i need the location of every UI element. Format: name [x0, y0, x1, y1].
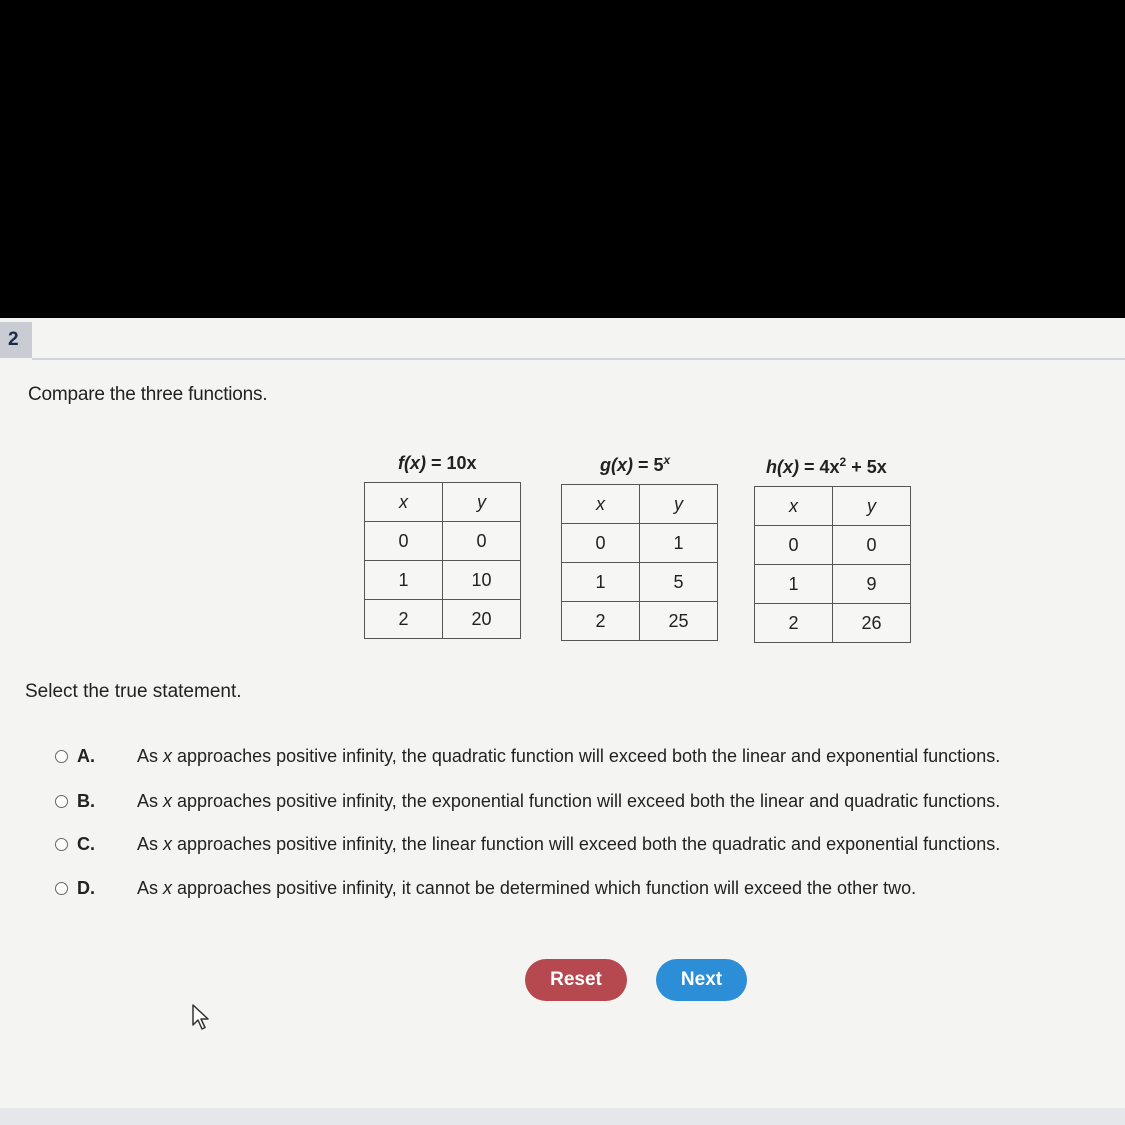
function-title-h: $h(x) = 4x^2 + 5x$: [766, 455, 887, 477]
option-letter: C.: [77, 833, 95, 854]
table-header-x: x: [365, 483, 443, 522]
question-header-bar: [32, 358, 1125, 360]
table-row: 0 0: [755, 526, 911, 565]
table-header-x: x: [562, 485, 640, 524]
radio-a[interactable]: [55, 750, 68, 763]
option-text: As x approaches positive infinity, the exponential function will exceed both the linear and quadratic functions.: [137, 790, 1001, 811]
dark-bezel: [0, 0, 1125, 318]
table-f: [364, 482, 521, 639]
option-a[interactable]: [55, 742, 1000, 770]
question-prompt: Compare the three functions.: [28, 384, 268, 405]
table-row: 0 0: [365, 522, 521, 561]
table-row: 1 9: [755, 565, 911, 604]
table-row: 2 20: [365, 600, 521, 639]
table-h: [754, 486, 911, 643]
table-row: 1 10: [365, 561, 521, 600]
option-text: As x approaches positive infinity, the linear function will exceed both the quadratic and exponential functions.: [137, 833, 1001, 854]
reset-button[interactable]: Reset: [525, 959, 627, 1001]
question-page: [0, 318, 1125, 1125]
option-letter: B.: [77, 790, 95, 811]
table-header-x: x: [755, 487, 833, 526]
option-b[interactable]: [55, 787, 1000, 815]
radio-b[interactable]: [55, 795, 68, 808]
table-row: 0 1: [562, 524, 718, 563]
option-text: As x approaches positive infinity, the quadratic function will exceed both the linear and exponential functions.: [137, 745, 1001, 766]
function-title-g: $g(x) = 5^x$: [600, 453, 671, 475]
option-c[interactable]: [55, 830, 1000, 858]
radio-d[interactable]: [55, 882, 68, 895]
radio-c[interactable]: [55, 838, 68, 851]
table-row: 2 26: [755, 604, 911, 643]
table-header-y: y: [640, 485, 718, 524]
table-row: 2 25: [562, 602, 718, 641]
option-letter: A.: [77, 745, 95, 766]
question-number: 2: [0, 322, 32, 358]
mouse-pointer-icon: [190, 1003, 214, 1033]
bottom-strip: [0, 1108, 1125, 1125]
function-title-f: f(x) = 10x: [398, 453, 477, 473]
option-text: As x approaches positive infinity, it cannot be determined which function will exceed the other two.: [137, 877, 917, 898]
select-prompt: Select the true statement.: [25, 681, 242, 702]
option-letter: D.: [77, 877, 95, 898]
table-header-y: y: [443, 483, 521, 522]
table-header-y: y: [833, 487, 911, 526]
next-button[interactable]: Next: [656, 959, 747, 1001]
option-d[interactable]: [55, 874, 916, 902]
table-row: 1 5: [562, 563, 718, 602]
table-g: [561, 484, 718, 641]
